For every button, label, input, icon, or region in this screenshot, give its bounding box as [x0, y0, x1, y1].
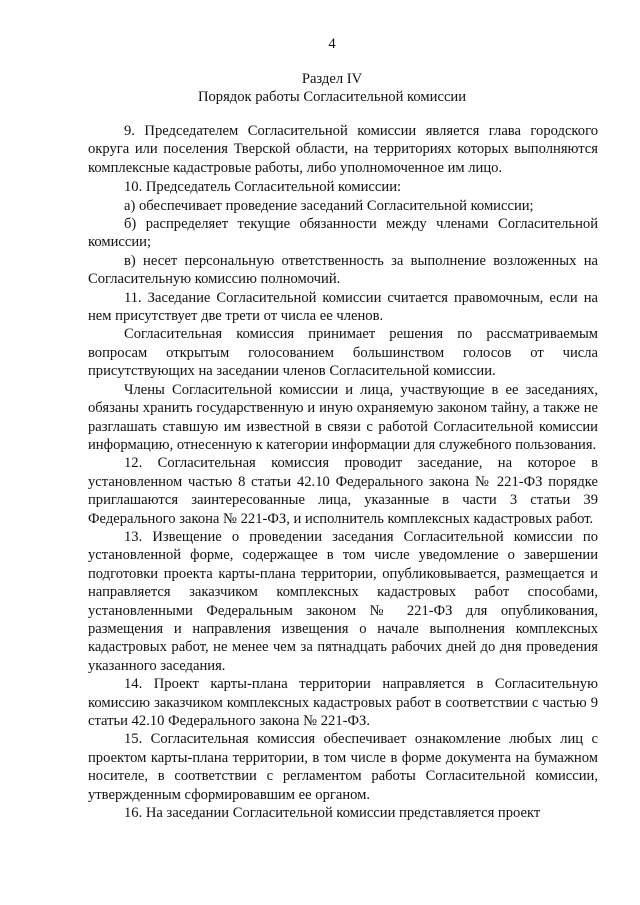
paragraph-14: 14. Проект карты-плана территории направляется в Согласительную комиссию заказчиком комплексных кадастровых работ в соответствии с частью 9 статьи 42.10 Федерального закона № 221-ФЗ. — [88, 676, 598, 729]
section-title: Раздел IV — [301, 71, 363, 87]
paragraph-13: 13. Извещение о проведении заседания Согласительной комиссии по установленной форме, содержащее в том числе уведомление о завершении подготовки проекта карты-плана территории, опубликовывается, размещается и направляется заказчиком комплексных кадастровых работ способами, установленными Федеральным законом № 221-ФЗ для опубликования, размещения и направления извещения о начале выполнения комплексных кадастровых работ, не менее чем за пятнадцать рабочих дней до дня проведения указанного заседания. — [88, 528, 598, 674]
paragraph-10a: а) обеспечивает проведение заседаний Согласительной комиссии; — [124, 197, 534, 214]
paragraph-11: 11. Заседание Согласительной комиссии считается правомочным, если на нем присутствует две трети от числа ее членов. — [88, 289, 598, 325]
document-body — [88, 122, 598, 822]
section-subtitle: Порядок работы Согласительной комиссии — [197, 89, 467, 105]
paragraph-9: 9. Председателем Согласительной комиссии является глава городского округа или поселения Тверской области, на территориях которых выполняются комплексные кадастровые работы, либо уполномоченное им лицо. — [88, 123, 598, 176]
paragraph-11-decisions: Согласительная комиссия принимает решения по рассматриваемым вопросам открытым голосованием большинством голосов от числа присутствующих на заседании членов Согласительной комиссии. — [88, 326, 598, 380]
paragraph-10: 10. Председатель Согласительной комиссии: — [124, 179, 402, 196]
paragraph-11-confidentiality: Члены Согласительной комиссии и лица, участвующие в ее заседаниях, обязаны хранить государственную и иную охраняемую законом тайну, а также не разглашать ставшую им известной в связи с работой Согласительной комиссии информацию, отнесенную к категории информации для служебного пользования. — [88, 381, 598, 453]
paragraph-15: 15. Согласительная комиссия обеспечивает ознакомление любых лиц с проектом карты-плана территории, в том числе в форме документа на бумажном носителе, в соответствии с регламентом работы Согласительной комиссии, утвержденным сформировавшим ее органом. — [88, 731, 598, 803]
paragraph-12: 12. Согласительная комиссия проводит заседание, на которое в установленном частью 8 статьи 42.10 Федерального закона № 221-ФЗ порядке приглашаются заинтересованные лица, указанные в части 3 статьи 39 Федерального закона № 221-ФЗ, и исполнитель комплексных кадастровых работ. — [88, 455, 598, 527]
paragraph-10c: в) несет персональную ответственность за выполнение возложенных на Согласительную комиссию полномочий. — [88, 252, 598, 288]
page-number: 4 — [328, 36, 336, 52]
paragraph-10b: б) распределяет текущие обязанности между членами Согласительной комиссии; — [88, 216, 598, 251]
paragraph-16: 16. На заседании Согласительной комиссии представляется проект — [124, 805, 541, 822]
